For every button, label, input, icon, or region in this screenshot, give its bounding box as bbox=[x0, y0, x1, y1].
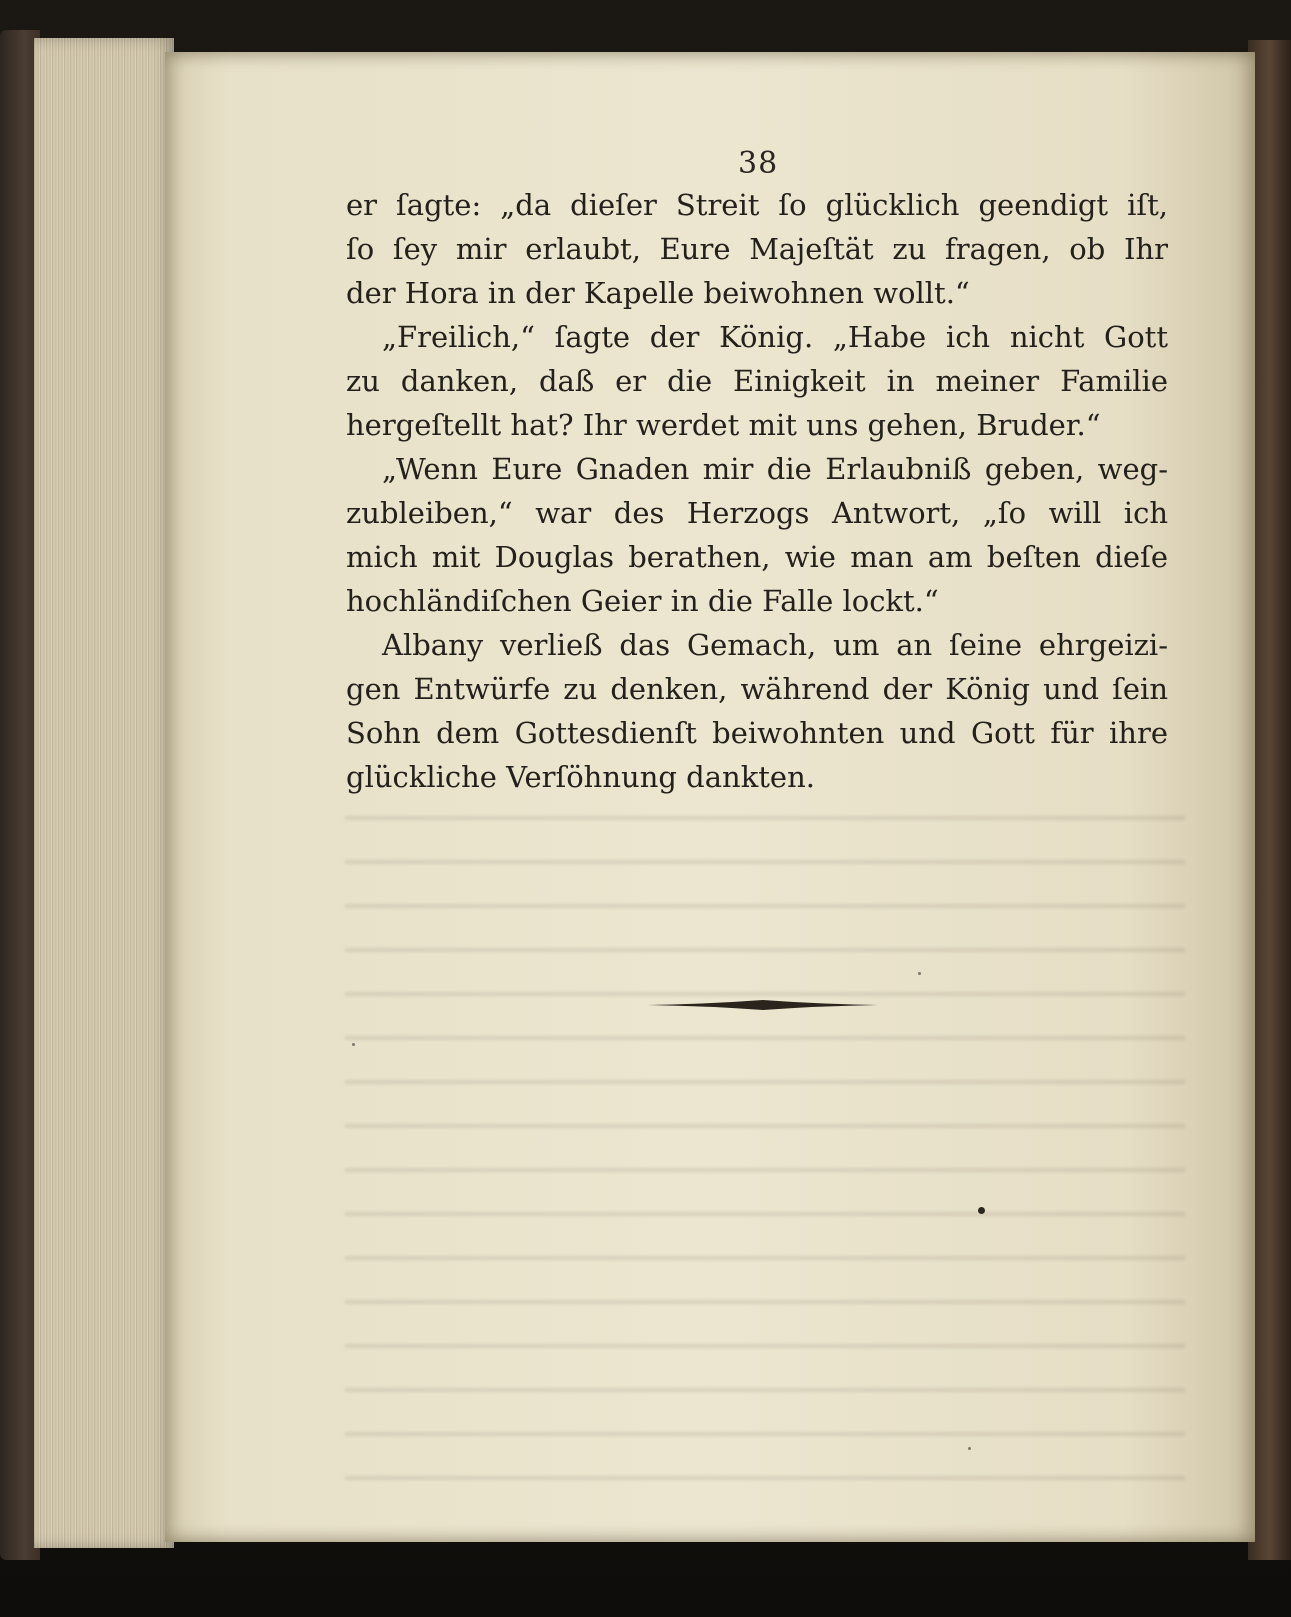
text-line: Sohn dem Gottesdienſt beiwohnten und Gott für ihre bbox=[346, 716, 1168, 750]
page-number: 38 bbox=[738, 146, 779, 181]
text-line: hochländiſchen Geier in die Falle lockt.“ bbox=[346, 584, 939, 618]
section-divider-rule bbox=[648, 998, 878, 1012]
text-line: glückliche Verſöhnung dankten. bbox=[346, 760, 815, 794]
page-edges-stack bbox=[34, 38, 174, 1548]
text-line: er ſagte: „da dieſer Streit ſo glücklich geendigt iſt, bbox=[346, 188, 1168, 222]
ink-speck bbox=[352, 1043, 355, 1046]
bleed-through-text bbox=[345, 790, 1185, 1480]
text-line: ſo ſey mir erlaubt, Eure Majeſtät zu fragen, ob Ihr bbox=[346, 232, 1168, 266]
text-line: „Freilich,“ ſagte der König. „Habe ich nicht Gott bbox=[382, 320, 1168, 354]
text-line: mich mit Douglas berathen, wie man am beſten dieſe bbox=[346, 540, 1168, 574]
text-line: zu danken, daß er die Einigkeit in meiner Familie bbox=[346, 364, 1168, 398]
ink-spot bbox=[978, 1207, 985, 1214]
ink-speck bbox=[918, 972, 921, 975]
text-line: der Hora in der Kapelle beiwohnen wollt.“ bbox=[346, 276, 970, 310]
text-line: „Wenn Eure Gnaden mir die Erlaubniß geben, weg- bbox=[382, 452, 1168, 486]
ink-speck bbox=[968, 1447, 971, 1450]
text-line: zubleiben,“ war des Herzogs Antwort, „ſo will ich bbox=[346, 496, 1168, 530]
text-line: hergeſtellt hat? Ihr werdet mit uns gehen, Bruder.“ bbox=[346, 408, 1101, 442]
body-text bbox=[346, 183, 1168, 799]
text-line: Albany verließ das Gemach, um an ſeine ehrgeizi- bbox=[382, 628, 1168, 662]
text-line: gen Entwürfe zu denken, während der König und ſein bbox=[346, 672, 1168, 706]
